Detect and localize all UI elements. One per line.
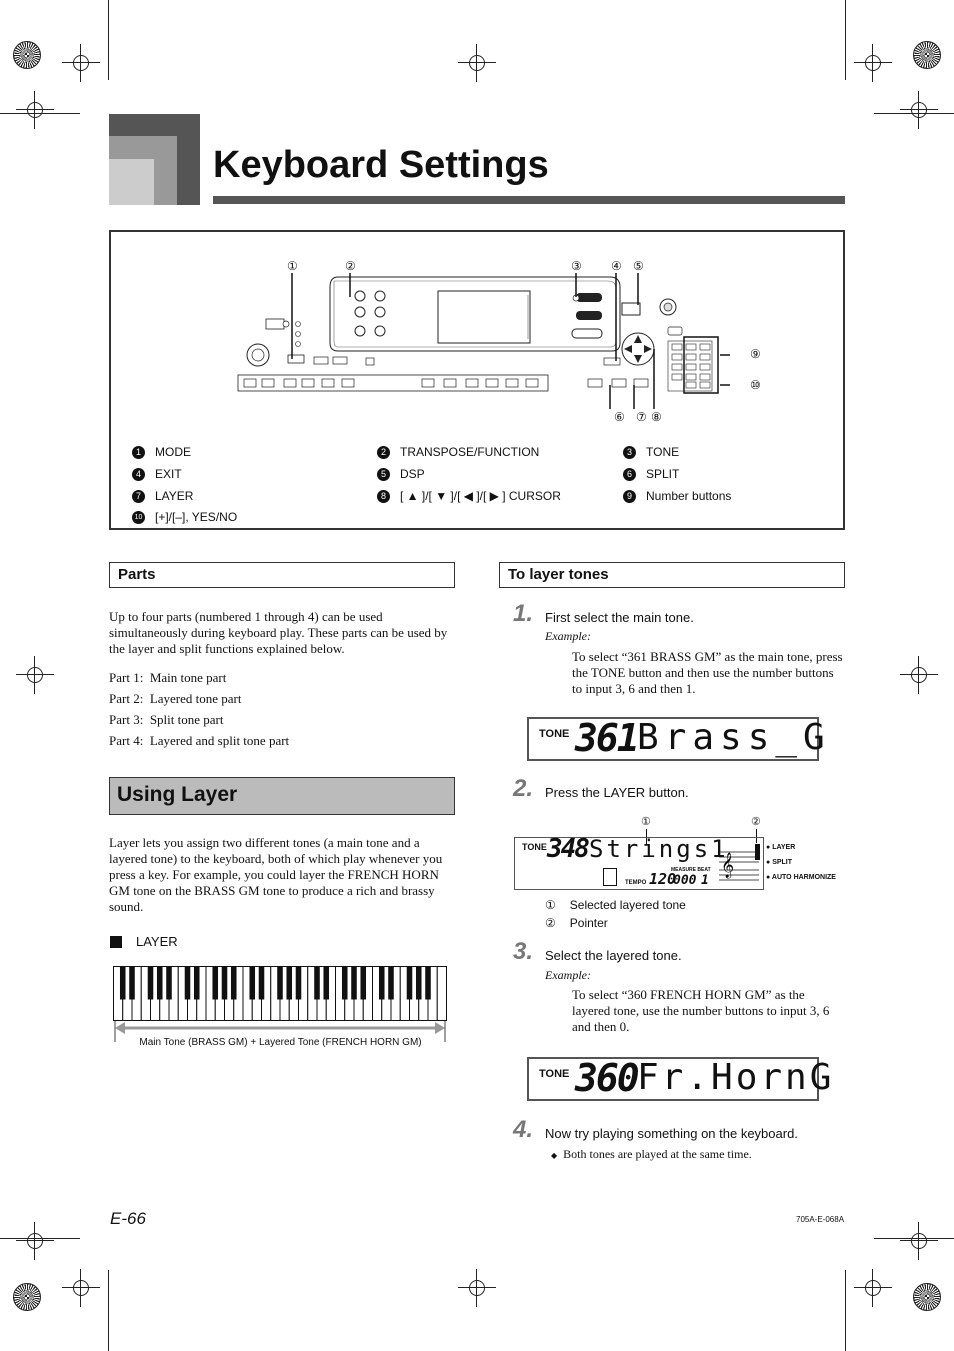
black-key bbox=[323, 967, 329, 1000]
using-layer-heading: Using Layer bbox=[109, 777, 455, 815]
svg-text:𝄞: 𝄞 bbox=[721, 853, 735, 878]
step-2-number: 2. bbox=[513, 775, 534, 802]
step-1-text: First select the main tone. bbox=[545, 610, 694, 625]
crop-line bbox=[108, 1270, 109, 1351]
legend-number-buttons: 9 Number buttons bbox=[623, 489, 731, 503]
registration-mark bbox=[22, 662, 48, 688]
metronome-icon bbox=[603, 868, 617, 886]
callout-3: ③ bbox=[571, 259, 582, 273]
lcd-tone-label: TONE bbox=[522, 842, 547, 852]
legend-dsp: 5 DSP bbox=[377, 467, 425, 481]
layer-subheading: LAYER bbox=[136, 934, 178, 949]
black-key bbox=[277, 967, 283, 1000]
black-key bbox=[120, 967, 126, 1000]
step-3-example: Example: bbox=[545, 968, 591, 982]
crop-line bbox=[108, 0, 109, 80]
keyboard-caption: Main Tone (BRASS GM) + Layered Tone (FRENCH HORN GM) bbox=[139, 1037, 422, 1048]
black-key bbox=[286, 967, 292, 1000]
registration-mark bbox=[906, 97, 932, 123]
keyboard-illustration bbox=[113, 966, 448, 1046]
bullet-icon: ◆ bbox=[551, 1151, 558, 1160]
step-4-bullet: ◆ Both tones are played at the same time. bbox=[551, 1147, 752, 1161]
black-key bbox=[342, 967, 348, 1000]
step-1-detail: To select “361 BRASS GM” as the main tone, press the TONE button and then use the number buttons to input 3, 6 and then 1. bbox=[572, 649, 843, 696]
registration-mark bbox=[464, 1275, 490, 1301]
legend-mode: 1 MODE bbox=[132, 445, 191, 459]
step-1-number: 1. bbox=[513, 600, 534, 627]
step-1-example: Example: bbox=[545, 629, 591, 643]
black-key bbox=[185, 967, 191, 1000]
lcd-tone-label: TONE bbox=[539, 1068, 570, 1080]
black-key bbox=[425, 967, 431, 1000]
registration-mark bbox=[860, 50, 886, 76]
callout-7: ⑦ bbox=[636, 410, 647, 424]
measure-label: MEASURE BEAT bbox=[671, 867, 711, 873]
black-key bbox=[194, 967, 200, 1000]
lcd2-callout-1: ① bbox=[641, 816, 651, 828]
indicator-auto-harmonize: ● AUTO HARMONIZE bbox=[766, 874, 836, 881]
callout-9: ⑨ bbox=[750, 347, 761, 361]
crop-line bbox=[874, 113, 954, 114]
callout-5: ⑤ bbox=[633, 259, 644, 273]
black-key bbox=[360, 967, 366, 1000]
crop-line bbox=[845, 1270, 846, 1351]
color-dial bbox=[13, 1283, 41, 1311]
black-key bbox=[388, 967, 394, 1000]
black-key bbox=[148, 967, 154, 1000]
black-key bbox=[416, 967, 422, 1000]
registration-mark bbox=[464, 50, 490, 76]
part-1: Part 1: Main tone part bbox=[109, 670, 227, 685]
lcd2-legend-2: ② Pointer bbox=[545, 916, 608, 930]
parts-heading: Parts bbox=[109, 562, 455, 588]
crop-line bbox=[845, 0, 846, 80]
black-key bbox=[407, 967, 413, 1000]
black-key bbox=[314, 967, 320, 1000]
callout-1: ① bbox=[287, 259, 298, 273]
legend-plus-minus: 10 [+]/[–], YES/NO bbox=[132, 510, 237, 524]
using-layer-text: Layer lets you assign two different tones (a main tone and a layered tone) to the keyboard, both of which play whenever you press a key. For example, you could layer the FRENCH HORN GM tone on the BRASS GM tone to produce a rich and brassy sound. bbox=[109, 835, 443, 914]
lcd-tone-name: Brass_G bbox=[637, 717, 831, 758]
legend-layer: 7 LAYER bbox=[132, 489, 193, 503]
layer-square-icon bbox=[110, 936, 122, 948]
staff-icon bbox=[717, 842, 761, 888]
registration-mark bbox=[22, 1228, 48, 1254]
lcd-tone-number: 360 bbox=[575, 1056, 638, 1100]
black-key bbox=[166, 967, 172, 1000]
registration-mark bbox=[906, 1228, 932, 1254]
lcd-display-strings bbox=[514, 834, 764, 890]
crop-line bbox=[0, 1238, 80, 1239]
black-key bbox=[249, 967, 255, 1000]
part-4: Part 4: Layered and split tone part bbox=[109, 733, 290, 748]
legend-split: 6 SPLIT bbox=[623, 467, 679, 481]
black-key bbox=[231, 967, 237, 1000]
legend-tone: 3 TONE bbox=[623, 445, 679, 459]
lcd-tone-name: Strings1 bbox=[589, 835, 729, 863]
registration-mark bbox=[68, 50, 94, 76]
registration-mark bbox=[860, 1275, 886, 1301]
part-3: Part 3: Split tone part bbox=[109, 712, 224, 727]
color-dial bbox=[913, 1283, 941, 1311]
lcd-tone-number: 361 bbox=[575, 716, 638, 760]
legend-exit: 4 EXIT bbox=[132, 467, 182, 481]
black-key bbox=[129, 967, 135, 1000]
registration-mark bbox=[68, 1275, 94, 1301]
color-dial bbox=[13, 41, 41, 69]
step-2-text: Press the LAYER button. bbox=[545, 785, 689, 800]
lcd2-legend-1: ① Selected layered tone bbox=[545, 898, 686, 912]
callout-8: ⑧ bbox=[651, 410, 662, 424]
black-key bbox=[379, 967, 385, 1000]
registration-mark bbox=[906, 662, 932, 688]
part-2: Part 2: Layered tone part bbox=[109, 691, 242, 706]
step-3-number: 3. bbox=[513, 938, 534, 965]
lcd-tone-label: TONE bbox=[539, 728, 570, 740]
step-4-number: 4. bbox=[513, 1116, 534, 1143]
tempo-value: 120 bbox=[649, 870, 677, 888]
black-key bbox=[212, 967, 218, 1000]
black-key bbox=[296, 967, 302, 1000]
page-title: Keyboard Settings bbox=[213, 144, 549, 186]
layer-tones-heading: To layer tones bbox=[499, 562, 845, 588]
control-panel-illustration bbox=[230, 255, 730, 425]
beat-value: 1 bbox=[701, 873, 709, 888]
legend-transpose: 2 TRANSPOSE/FUNCTION bbox=[377, 445, 539, 459]
legend-cursor: 8 [ ▲ ]/[ ▼ ]/[ ◀ ]/[ ▶ ] CURSOR bbox=[377, 489, 561, 503]
callout-4: ④ bbox=[611, 259, 622, 273]
indicator-split: ● SPLIT bbox=[766, 859, 793, 866]
document-code: 705A-E-068A bbox=[796, 1215, 845, 1224]
title-underline bbox=[213, 196, 845, 204]
black-key bbox=[157, 967, 163, 1000]
crop-line bbox=[874, 1238, 954, 1239]
lcd-tone-name: Fr.HornG bbox=[637, 1057, 835, 1098]
callout-6: ⑥ bbox=[614, 410, 625, 424]
callout-10: ⑩ bbox=[750, 378, 761, 392]
black-key bbox=[259, 967, 265, 1000]
lcd-tone-number: 348 bbox=[547, 834, 588, 864]
header-decoration bbox=[109, 159, 154, 205]
lcd-display-horn bbox=[527, 1056, 835, 1101]
indicator-layer: ● LAYER bbox=[766, 844, 796, 851]
step-3-text: Select the layered tone. bbox=[545, 948, 682, 963]
measure-value: 000 bbox=[673, 873, 697, 888]
color-dial bbox=[913, 41, 941, 69]
page-number: E-66 bbox=[110, 1209, 146, 1228]
crop-line bbox=[0, 113, 80, 114]
tempo-label: TEMPO bbox=[625, 880, 647, 886]
registration-mark bbox=[22, 97, 48, 123]
step-4-text: Now try playing something on the keyboard. bbox=[545, 1126, 798, 1141]
step-3-detail: To select “360 FRENCH HORN GM” as the layered tone, use the number buttons to input 3, 6 and then 0. bbox=[572, 987, 830, 1034]
parts-intro: Up to four parts (numbered 1 through 4) can be used simultaneously during keyboard play. These parts can be used by the layer and split functions explained below. bbox=[109, 609, 448, 656]
lcd-display-brass bbox=[527, 716, 831, 761]
black-key bbox=[351, 967, 357, 1000]
lcd2-callout-2: ② bbox=[751, 816, 761, 828]
callout-2: ② bbox=[345, 259, 356, 273]
white-key bbox=[437, 967, 446, 1021]
lcd-indicator-list bbox=[766, 840, 836, 885]
black-key bbox=[222, 967, 228, 1000]
